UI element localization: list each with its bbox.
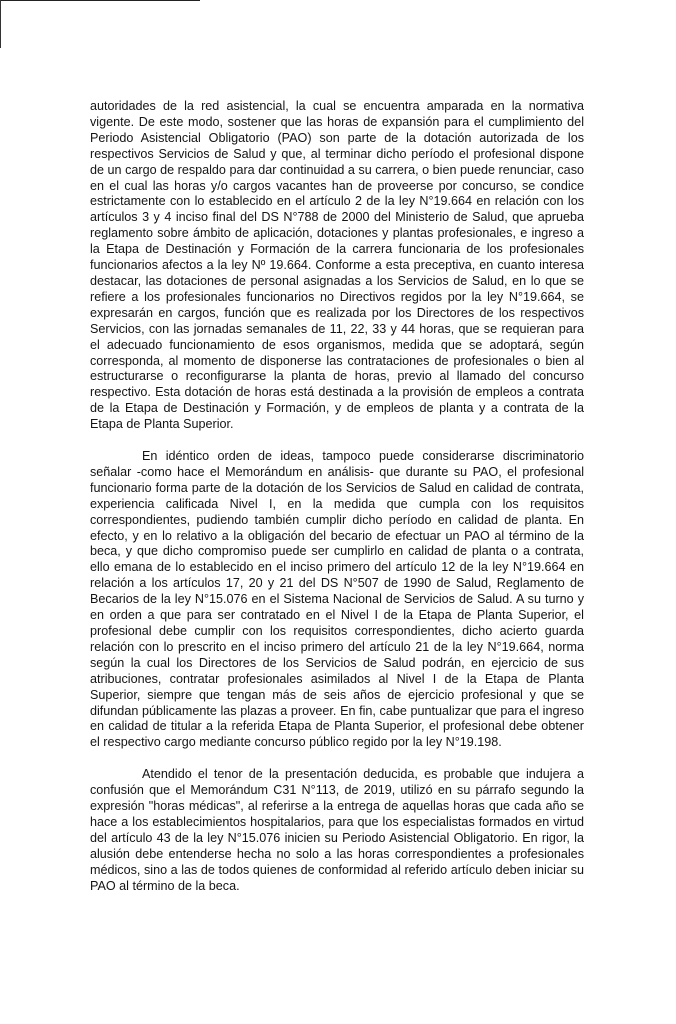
paragraph-spacer (90, 751, 584, 767)
paragraph-2: En idéntico orden de ideas, tampoco puede considerarse discriminatorio señalar -como hace el Memorándum en análisis- que durante su PAO, el profesional funcionario forma parte de la dotación de los Servicios de Salud en calidad de contrata, experiencia calificada Nivel I, en la medida que cumpla con los requisitos correspondientes, pudiendo también cumplir dicho período en calidad de planta. En efecto, y en lo relativo a la obligación del becario de efectuar un PAO al término de la beca, y que dicho compromiso puede ser cumplirlo en calidad de planta o a contrata, ello emana de lo establecido en el inciso primero del artículo 12 de la ley N°19.664 en relación a los artículos 17, 20 y 21 del DS N°507 de 1990 de Salud, Reglamento de Becarios de la ley N°15.076 en el Sistema Nacional de Servicios de Salud. A su turno y en orden a que para ser contratado en el Nivel I de la Etapa de Planta Superior, el profesional debe cumplir con los requisitos correspondientes, dicho acierto guarda relación con lo prescrito en el inciso primero del artículo 21 de la ley N°19.664, norma según la cual los Directores de los Servicios de Salud podrán, en ejercicio de sus atribuciones, contratar profesionales asimilados al Nivel I de la Etapa de Planta Superior, siempre que tengan más de seis años de ejercicio profesional y que se difundan públicamente las plazas a proveer. En fin, cabe puntualizar que para el ingreso en calidad de titular a la referida Etapa de Planta Superior, el profesional debe obtener el respectivo cargo mediante concurso público regido por la ley N°19.198. (90, 449, 584, 750)
scan-edge-mark-left (0, 0, 1, 48)
paragraph-spacer (90, 433, 584, 449)
scan-edge-mark-top (0, 0, 200, 1)
document-body (90, 99, 584, 895)
paragraph-3: Atendido el tenor de la presentación deducida, es probable que indujera a confusión que el Memorándum C31 N°113, de 2019, utilizó en su párrafo segundo la expresión "horas médicas", al referirse a la entrega de aquellas horas que cada año se hace a los establecimientos hospitalarios, para que los especialistas formados en virtud del artículo 43 de la ley N°15.076 inicien su Periodo Asistencial Obligatorio. En rigor, la alusión debe entenderse hecha no solo a las horas correspondientes a profesionales médicos, sino a las de todos quienes de conformidad al referido artículo deben iniciar su PAO al término de la beca. (90, 767, 584, 893)
paragraph-1: autoridades de la red asistencial, la cual se encuentra amparada en la normativa vigente. De este modo, sostener que las horas de expansión para el cumplimiento del Periodo Asistencial Obligatorio (PAO) son parte de la dotación autorizada de los respectivos Servicios de Salud y que, al terminar dicho período el profesional dispone de un cargo de respaldo para dar continuidad a su carrera, o bien puede renunciar, caso en el cual las horas y/o cargos vacantes han de proveerse por concurso, se condice estrictamente con lo establecido en el artículo 2 de la ley N°19.664 en relación con los artículos 3 y 4 inciso final del DS N°788 de 2000 del Ministerio de Salud, que aprueba reglamento sobre ámbito de aplicación, dotaciones y plantas profesionales, e ingreso a la Etapa de Destinación y Formación de la carrera funcionaria de los profesionales funcionarios afectos a la ley Nº 19.664. Conforme a esta preceptiva, en cuanto interesa destacar, las dotaciones de personal asignadas a los Servicios de Salud, en lo que se refiere a los profesionales funcionarios no Directivos regidos por la ley N°19.664, se expresarán en cargos, función que es realizada por los Directores de los respectivos Servicios, con las jornadas semanales de 11, 22, 33 y 44 horas, que se requieran para el adecuado funcionamiento de esos organismos, medida que se adoptará, según corresponda, al momento de disponerse las contrataciones de profesionales o bien al estructurarse o reconfigurarse la planta de horas, previo al llamado del concurso respectivo. Esta dotación de horas está destinada a la provisión de empleos a contrata de la Etapa de Destinación y Formación, y de empleos de planta y a contrata de la Etapa de Planta Superior. (90, 99, 584, 432)
